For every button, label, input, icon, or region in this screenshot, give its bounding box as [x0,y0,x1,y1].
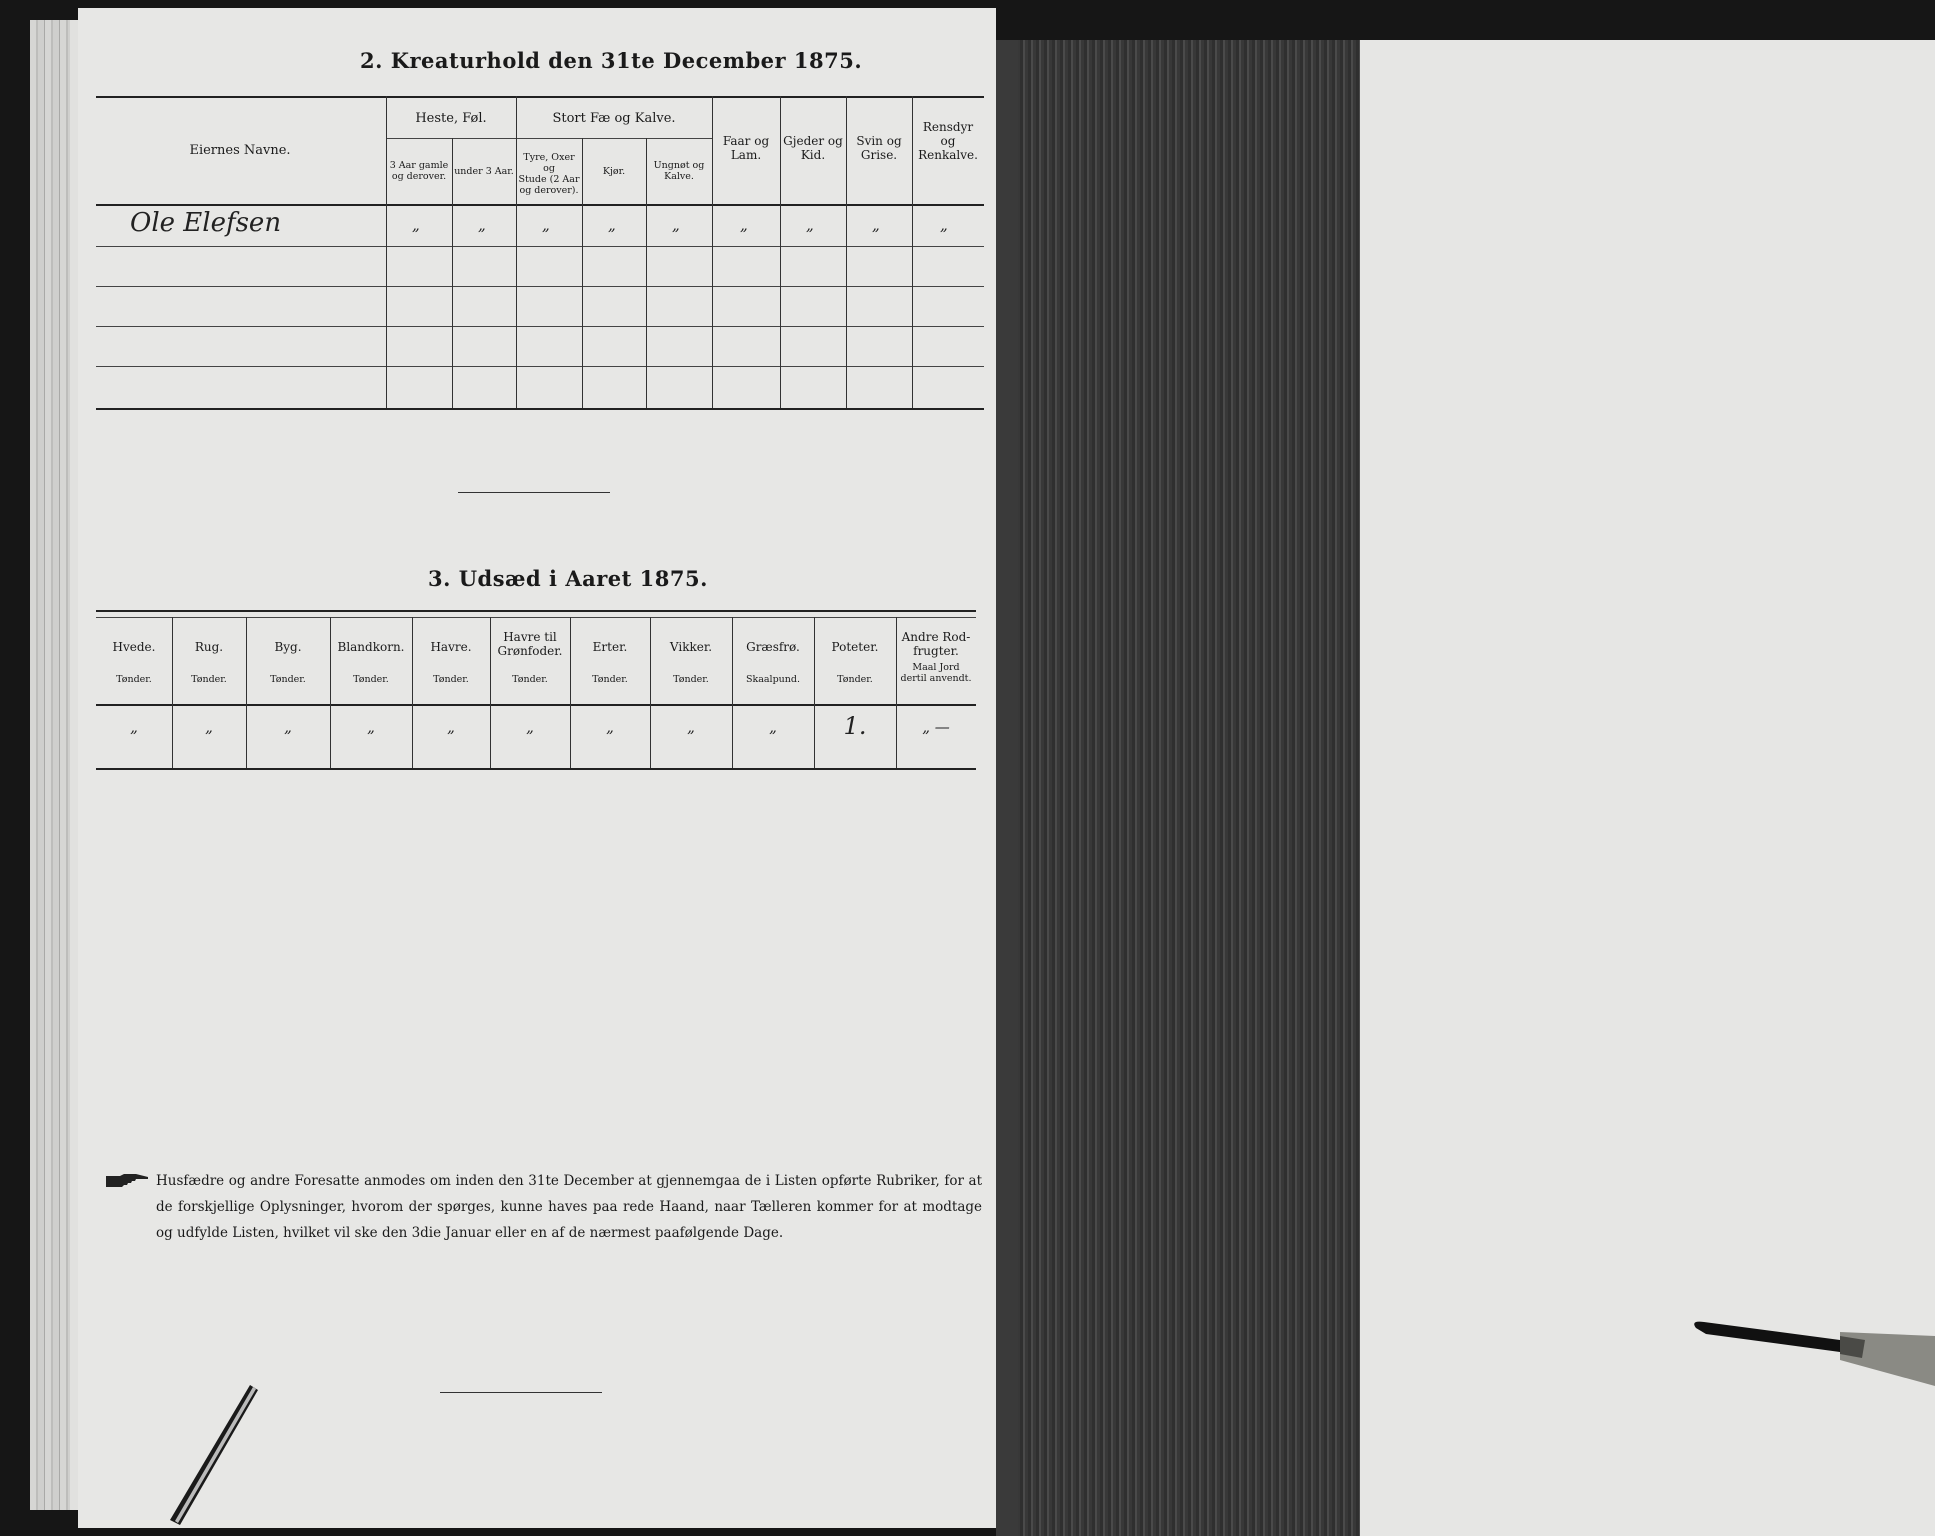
table2-col-divider [516,96,517,408]
table2-subheader-rule [386,138,712,139]
table2-col-divider [386,96,387,408]
table2-header-bottom-rule [96,204,984,206]
table3-cell-mark: „ [606,718,614,736]
table3-cell-mark: „ [687,718,695,736]
table3-header-name: Poteter. [831,640,879,654]
cell-mark: „ [740,216,748,234]
section-divider [458,492,610,493]
table3-header-unit: Tønder. [353,674,389,685]
table2-bottom-rule [96,408,984,410]
table3-header-name: Blandkorn. [337,640,405,654]
header-cattle-bulls: Tyre, Oxer og Stude (2 Aar og derover). [518,152,580,196]
table3-top-rule [96,610,976,612]
header-horses: Heste, Føl. [415,111,487,126]
table3-header-unit: Tønder. [673,674,709,685]
table3-header-unit: Tønder. [116,674,152,685]
table2-top-rule [96,96,984,98]
table3-header-unit: Tønder. [837,674,873,685]
table3-cell-mark: „ [526,718,534,736]
table2-col-divider [452,138,453,408]
header-sheep: Faar og Lam. [722,134,770,162]
cell-mark: „ [872,216,880,234]
cell-mark: „ [672,216,680,234]
header-cattle: Stort Fæ og Kalve. [552,111,676,126]
table2-row-rule [96,246,984,247]
cell-mark: „ [412,216,420,234]
table3-header-unit: Tønder. [433,674,469,685]
header-horses-3plus: 3 Aar gamle og derover. [389,160,449,182]
table3-header-bottom-rule [96,704,976,706]
header-cattle-young: Ungnøt og Kalve. [653,160,705,182]
owner-name-handwritten: Ole Elefsen [130,208,282,238]
table3-header-name: Byg. [274,640,302,654]
table3-header-unit: Maal Jord dertil anvendt. [900,662,972,684]
table3-cell-mark: „ [130,718,138,736]
header-pigs: Svin og Grise. [856,134,902,162]
cell-mark: „ [478,216,486,234]
header-owner-names: Eiernes Navne. [189,143,291,158]
table3-header-name: Rug. [194,640,224,654]
table3-top-rule-2 [96,617,976,618]
notice-text: Husfædre og andre Foresatte anmodes om inden den 31te December at gjennemgaa de i Listen opførte Rubriker, for at de forskjellige Oplysninger, hvorom der spørges, kunne haves paa rede Haand, naar Tælleren kommer for at modtage og udfylde Listen, hvilket vil ske den 3die Januar eller en af de nærmest paafølgende Dage. [156,1173,982,1241]
table3-header-unit: Tønder. [592,674,628,685]
cell-mark: „ [542,216,550,234]
table2-col-divider [582,138,583,408]
table3-header-name: Andre Rod- frugter. [901,630,971,658]
table3-header-name: Erter. [592,640,628,654]
closing-rule [440,1392,602,1393]
table3-cell-mark: „ [205,718,213,736]
header-cattle-cows: Kjør. [602,166,626,177]
header-goats: Gjeder og Kid. [783,134,843,162]
table3-header-unit: Tønder. [512,674,548,685]
table3-cell-mark: „ [769,718,777,736]
table3-header-name: Havre. [430,640,472,654]
table3-header-name: Hvede. [112,640,156,654]
book-binding [996,40,1360,1536]
table2-row-rule [96,326,984,327]
table2-row-rule [96,366,984,367]
table3-cell-mark: „ [447,718,455,736]
section2-title: 2. Kreaturhold den 31te December 1875. [360,48,863,73]
table3-cell-mark: „ — [922,718,950,736]
cell-mark: „ [608,216,616,234]
table3-header-name: Vikker. [669,640,713,654]
pointing-hand-icon [104,1172,150,1190]
cell-mark: „ [940,216,948,234]
table3-header-name: Græsfrø. [746,640,800,654]
table3-bottom-rule [96,768,976,770]
table3-header-unit: Tønder. [191,674,227,685]
table3-cell-mark: 1. [843,712,867,740]
section3-title: 3. Udsæd i Aaret 1875. [428,566,708,591]
pen-icon [150,1380,270,1530]
table2-row-rule [96,286,984,287]
header-horses-under3: under 3 Aar. [454,166,514,177]
table3-header-unit: Skaalpund. [745,674,801,685]
table3-cell-mark: „ [367,718,375,736]
cell-mark: „ [806,216,814,234]
table3-header-unit: Tønder. [270,674,306,685]
table3-header-name: Havre til Grønfoder. [497,630,563,658]
page-edges [30,20,82,1510]
table3-cell-mark: „ [284,718,292,736]
pen-icon [1690,1300,1935,1400]
header-reindeer: Rensdyr og Renkalve. [918,120,978,162]
